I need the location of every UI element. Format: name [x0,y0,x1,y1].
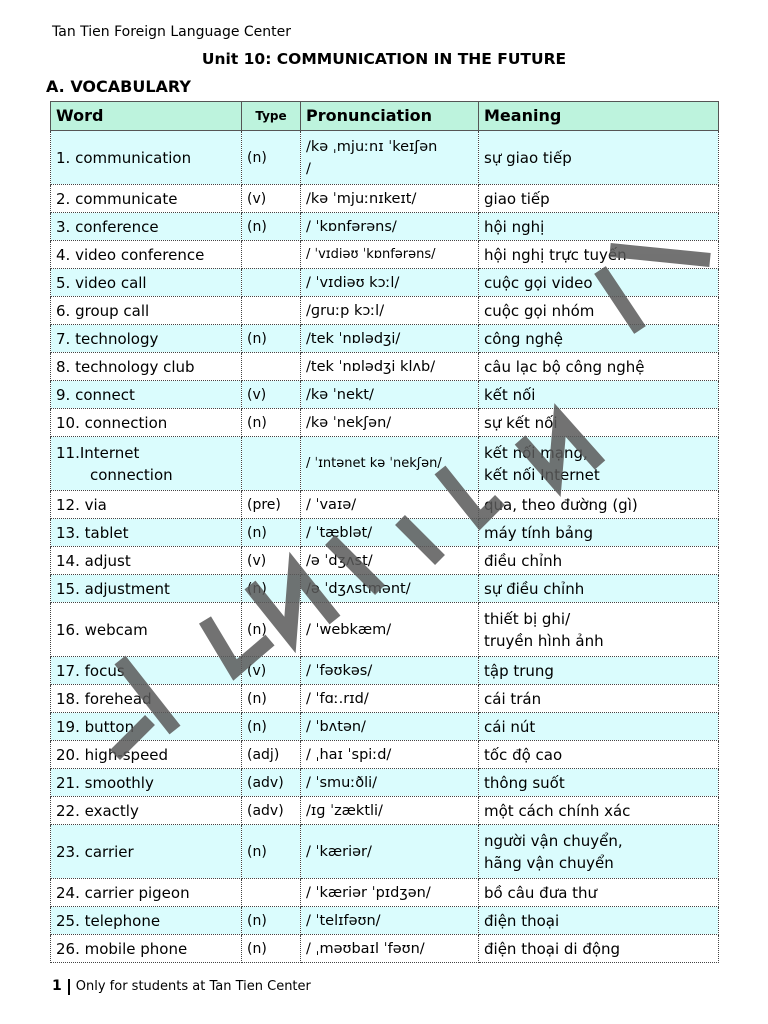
table-header-row [51,102,719,131]
meaning-cell-line: bồ câu đưa thư [484,883,598,902]
word-cell-line: connection [90,465,173,484]
pronunciation-cell-line: / ˈkæriər ˈpɪdʒən/ [306,884,431,901]
pronunciation-cell-line: / ˈfɑː.rɪd/ [306,690,369,707]
word-cell-line: 17. focus [56,661,125,680]
type-cell [242,437,301,491]
type-cell: (n) [242,907,301,935]
pronunciation-cell [301,575,479,603]
pronunciation-cell [301,603,479,657]
word-cell-line: 21. smoothly [56,773,154,792]
meaning-cell [479,213,719,241]
type-cell: (v) [242,657,301,685]
type-cell [242,269,301,297]
table-row [51,131,719,185]
word-cell-line: 16. webcam [56,620,148,639]
word-cell [51,879,242,907]
pronunciation-cell-line: / ˈtæblət/ [306,524,373,541]
word-cell-line: 25. telephone [56,911,161,930]
table-row [51,269,719,297]
type-cell: (n) [242,325,301,353]
meaning-cell-line: sự điều chỉnh [484,579,585,598]
table-row [51,657,719,685]
pronunciation-cell-line: / ˈwebkæm/ [306,621,392,638]
table-row [51,935,719,963]
type-cell: (n) [242,685,301,713]
pronunciation-cell-line: / ˈkæriər/ [306,843,372,860]
meaning-cell [479,657,719,685]
meaning-cell-line: công nghệ [484,329,563,348]
word-cell-line: 23. carrier [56,842,134,861]
type-cell: (v) [242,547,301,575]
meaning-cell [479,575,719,603]
pronunciation-cell-line: / ˈvaɪə/ [306,496,357,513]
word-cell [51,547,242,575]
word-cell [51,935,242,963]
word-cell-line: 18. forehead [56,689,152,708]
type-column-header: Type [242,102,301,131]
pronunciation-cell [301,519,479,547]
word-cell [51,297,242,325]
word-cell [51,185,242,213]
meaning-cell [479,741,719,769]
meaning-cell-line: thông suốt [484,773,565,792]
pronunciation-cell-line: /ə ˈdʒʌstmənt/ [306,580,411,597]
pronunciation-cell [301,797,479,825]
type-cell: (pre) [242,491,301,519]
table-row [51,685,719,713]
type-cell: (adv) [242,769,301,797]
table-row [51,325,719,353]
pronunciation-cell-line: / [306,160,311,177]
meaning-cell-line: điện thoại di động [484,939,621,958]
pronunciation-cell-line: /kə ˈnekt/ [306,386,374,403]
type-cell: (n) [242,713,301,741]
pronunciation-cell-line: / ˈɪntənet kə ˈnekʃən/ [306,455,442,471]
pronunciation-cell [301,741,479,769]
vocabulary-table [50,101,719,963]
meaning-cell-line: sự kết nối [484,413,558,432]
word-cell [51,409,242,437]
meaning-cell-line: hội nghị [484,217,545,236]
type-cell: (n) [242,825,301,879]
meaning-cell [479,685,719,713]
word-column-header: Word [51,102,242,131]
center-header: Tan Tien Foreign Language Center [52,24,292,40]
unit-title: Unit 10: COMMUNICATION IN THE FUTURE [201,50,567,68]
word-cell [51,381,242,409]
meaning-cell-line: cái nút [484,717,536,736]
word-cell-line: 9. connect [56,385,135,404]
meaning-cell-line: tốc độ cao [484,745,563,764]
table-row [51,241,719,269]
pronunciation-cell-line: / ˈvɪdiəʊ ˈkɒnfərəns/ [306,246,436,262]
word-cell [51,213,242,241]
word-cell [51,437,242,491]
page-number: 1 [52,978,62,994]
meaning-cell-line: người vận chuyển, [484,831,623,850]
word-cell-line: 6. group call [56,301,150,320]
type-cell: (n) [242,409,301,437]
word-cell-line: 3. conference [56,217,159,236]
pronunciation-cell [301,353,479,381]
pronunciation-cell [301,879,479,907]
meaning-cell [479,325,719,353]
type-cell [242,353,301,381]
pronunciation-cell-line: / ˌməʊbaɪl ˈfəʊn/ [306,940,425,957]
meaning-cell [479,907,719,935]
word-cell-line: 4. video conference [56,245,205,264]
word-cell [51,575,242,603]
pronunciation-cell-line: / ˈtelɪfəʊn/ [306,912,381,929]
pronunciation-cell [301,713,479,741]
word-cell-line: 14. adjust [56,551,131,570]
table-row [51,409,719,437]
word-cell [51,491,242,519]
meaning-cell-line: sự giao tiếp [484,148,572,167]
meaning-cell [479,519,719,547]
type-cell: (n) [242,575,301,603]
type-cell: (n) [242,131,301,185]
pronunciation-cell [301,381,479,409]
pronunciation-cell-line: /kə ˈnekʃən/ [306,414,392,431]
word-cell-line: 26. mobile phone [56,939,188,958]
table-row [51,213,719,241]
pronunciation-cell-line: /ə ˈdʒʌst/ [306,552,373,569]
word-cell [51,519,242,547]
table-row [51,825,719,879]
table-row [51,741,719,769]
type-cell [242,879,301,907]
meaning-cell [479,437,719,491]
pronunciation-cell-line: / ˈfəʊkəs/ [306,662,373,679]
meaning-column-header: Meaning [479,102,719,131]
pronunciation-cell [301,769,479,797]
meaning-cell-line: truyền hình ảnh [484,631,604,650]
table-row [51,907,719,935]
meaning-cell-line: cuộc gọi video [484,273,593,292]
type-cell: (adj) [242,741,301,769]
table-row [51,879,719,907]
type-cell: (n) [242,519,301,547]
word-cell [51,657,242,685]
pronunciation-cell-line: /tek ˈnɒlədʒi/ [306,330,401,347]
pronunciation-cell [301,907,479,935]
meaning-cell-line: kết nối Internet [484,465,600,484]
table-row [51,797,719,825]
pronunciation-cell-line: /ɡruːp kɔːl/ [306,302,385,319]
word-cell-line: 7. technology [56,329,159,348]
pronunciation-cell-line: /kə ˈmjuːnɪkeɪt/ [306,190,417,207]
vocabulary-body [51,131,719,963]
meaning-cell [479,381,719,409]
meaning-cell-line: điều chỉnh [484,551,563,570]
word-cell-line: 20. high-speed [56,745,169,764]
type-cell [242,297,301,325]
pronunciation-cell [301,491,479,519]
word-cell-line: 10. connection [56,413,168,432]
word-cell-line: 8. technology club [56,357,195,376]
meaning-cell-line: thiết bị ghi/ [484,609,571,628]
word-cell-line: 15. adjustment [56,579,170,598]
footer-note: Only for students at Tan Tien Center [75,979,311,994]
word-cell-line: 11.Internet [56,443,140,462]
meaning-cell-line: kết nối mạng, [484,443,588,462]
type-cell: (v) [242,185,301,213]
type-cell: (adv) [242,797,301,825]
word-cell-line: 5. video call [56,273,147,292]
pronunciation-cell [301,185,479,213]
table-row [51,769,719,797]
footer-divider [68,979,70,995]
word-cell [51,241,242,269]
pronunciation-cell-line: /tek ˈnɒlədʒi klʌb/ [306,358,436,375]
pronunciation-cell [301,825,479,879]
pronunciation-column-header: Pronunciation [301,102,479,131]
word-cell-line: 24. carrier pigeon [56,883,190,902]
pronunciation-cell [301,409,479,437]
meaning-cell-line: một cách chính xác [484,801,631,820]
meaning-cell [479,185,719,213]
word-cell-line: 12. via [56,495,107,514]
meaning-cell [479,797,719,825]
type-cell: (n) [242,213,301,241]
word-cell-line: 13. tablet [56,523,129,542]
meaning-cell-line: cái trán [484,689,542,708]
meaning-cell-line: câu lạc bộ công nghệ [484,357,645,376]
meaning-cell-line: hội nghị trực tuyến [484,245,627,264]
word-cell [51,825,242,879]
table-row [51,575,719,603]
meaning-cell-line: giao tiếp [484,189,550,208]
table-row [51,185,719,213]
meaning-cell [479,491,719,519]
table-row [51,353,719,381]
meaning-cell [479,935,719,963]
meaning-cell [479,409,719,437]
page-footer [52,978,311,995]
meaning-cell [479,769,719,797]
word-cell [51,603,242,657]
pronunciation-cell [301,685,479,713]
meaning-cell-line: cuộc gọi nhóm [484,301,595,320]
word-cell [51,907,242,935]
meaning-cell [479,131,719,185]
table-row [51,491,719,519]
pronunciation-cell-line: / ˈkɒnfərəns/ [306,218,397,235]
pronunciation-cell-line: /kə ˌmjuːnɪ ˈkeɪʃən [306,138,438,155]
pronunciation-cell [301,437,479,491]
pronunciation-cell [301,241,479,269]
word-cell [51,325,242,353]
word-cell-line: 19. button [56,717,135,736]
meaning-cell [479,547,719,575]
word-cell [51,741,242,769]
type-cell: (n) [242,935,301,963]
meaning-cell [479,713,719,741]
meaning-cell-line: tập trung [484,661,554,680]
pronunciation-cell [301,547,479,575]
pronunciation-cell-line: / ˌhaɪ ˈspiːd/ [306,746,392,763]
pronunciation-cell-line: / ˈvɪdiəʊ kɔːl/ [306,274,400,291]
type-cell: (n) [242,603,301,657]
meaning-cell [479,825,719,879]
word-cell [51,769,242,797]
pronunciation-cell [301,269,479,297]
word-cell [51,797,242,825]
word-cell-line: 1. communication [56,148,192,167]
meaning-cell-line: kết nối [484,385,536,404]
meaning-cell-line: máy tính bảng [484,523,594,542]
meaning-cell [479,297,719,325]
pronunciation-cell-line: /ɪɡ ˈzæktli/ [306,802,383,819]
table-row [51,519,719,547]
meaning-cell [479,269,719,297]
type-cell [242,241,301,269]
word-cell [51,131,242,185]
meaning-cell [479,603,719,657]
meaning-cell [479,879,719,907]
meaning-cell [479,241,719,269]
table-row [51,603,719,657]
pronunciation-cell-line: / ˈbʌtən/ [306,718,366,735]
pronunciation-cell [301,213,479,241]
table-row [51,297,719,325]
pronunciation-cell [301,325,479,353]
meaning-cell-line: qua, theo đường (gì) [484,495,638,514]
word-cell [51,713,242,741]
pronunciation-cell [301,297,479,325]
pronunciation-cell [301,657,479,685]
word-cell [51,353,242,381]
word-cell [51,685,242,713]
table-row [51,713,719,741]
meaning-cell [479,353,719,381]
pronunciation-cell [301,131,479,185]
meaning-cell-line: điện thoại [484,911,560,930]
pronunciation-cell [301,935,479,963]
word-cell-line: 22. exactly [56,801,139,820]
table-row [51,381,719,409]
pronunciation-cell-line: / ˈsmuːðli/ [306,774,378,791]
table-row [51,547,719,575]
meaning-cell-line: hãng vận chuyển [484,853,614,872]
word-cell [51,269,242,297]
type-cell: (v) [242,381,301,409]
word-cell-line: 2. communicate [56,189,178,208]
section-heading: A. VOCABULARY [46,77,191,96]
table-row [51,437,719,491]
